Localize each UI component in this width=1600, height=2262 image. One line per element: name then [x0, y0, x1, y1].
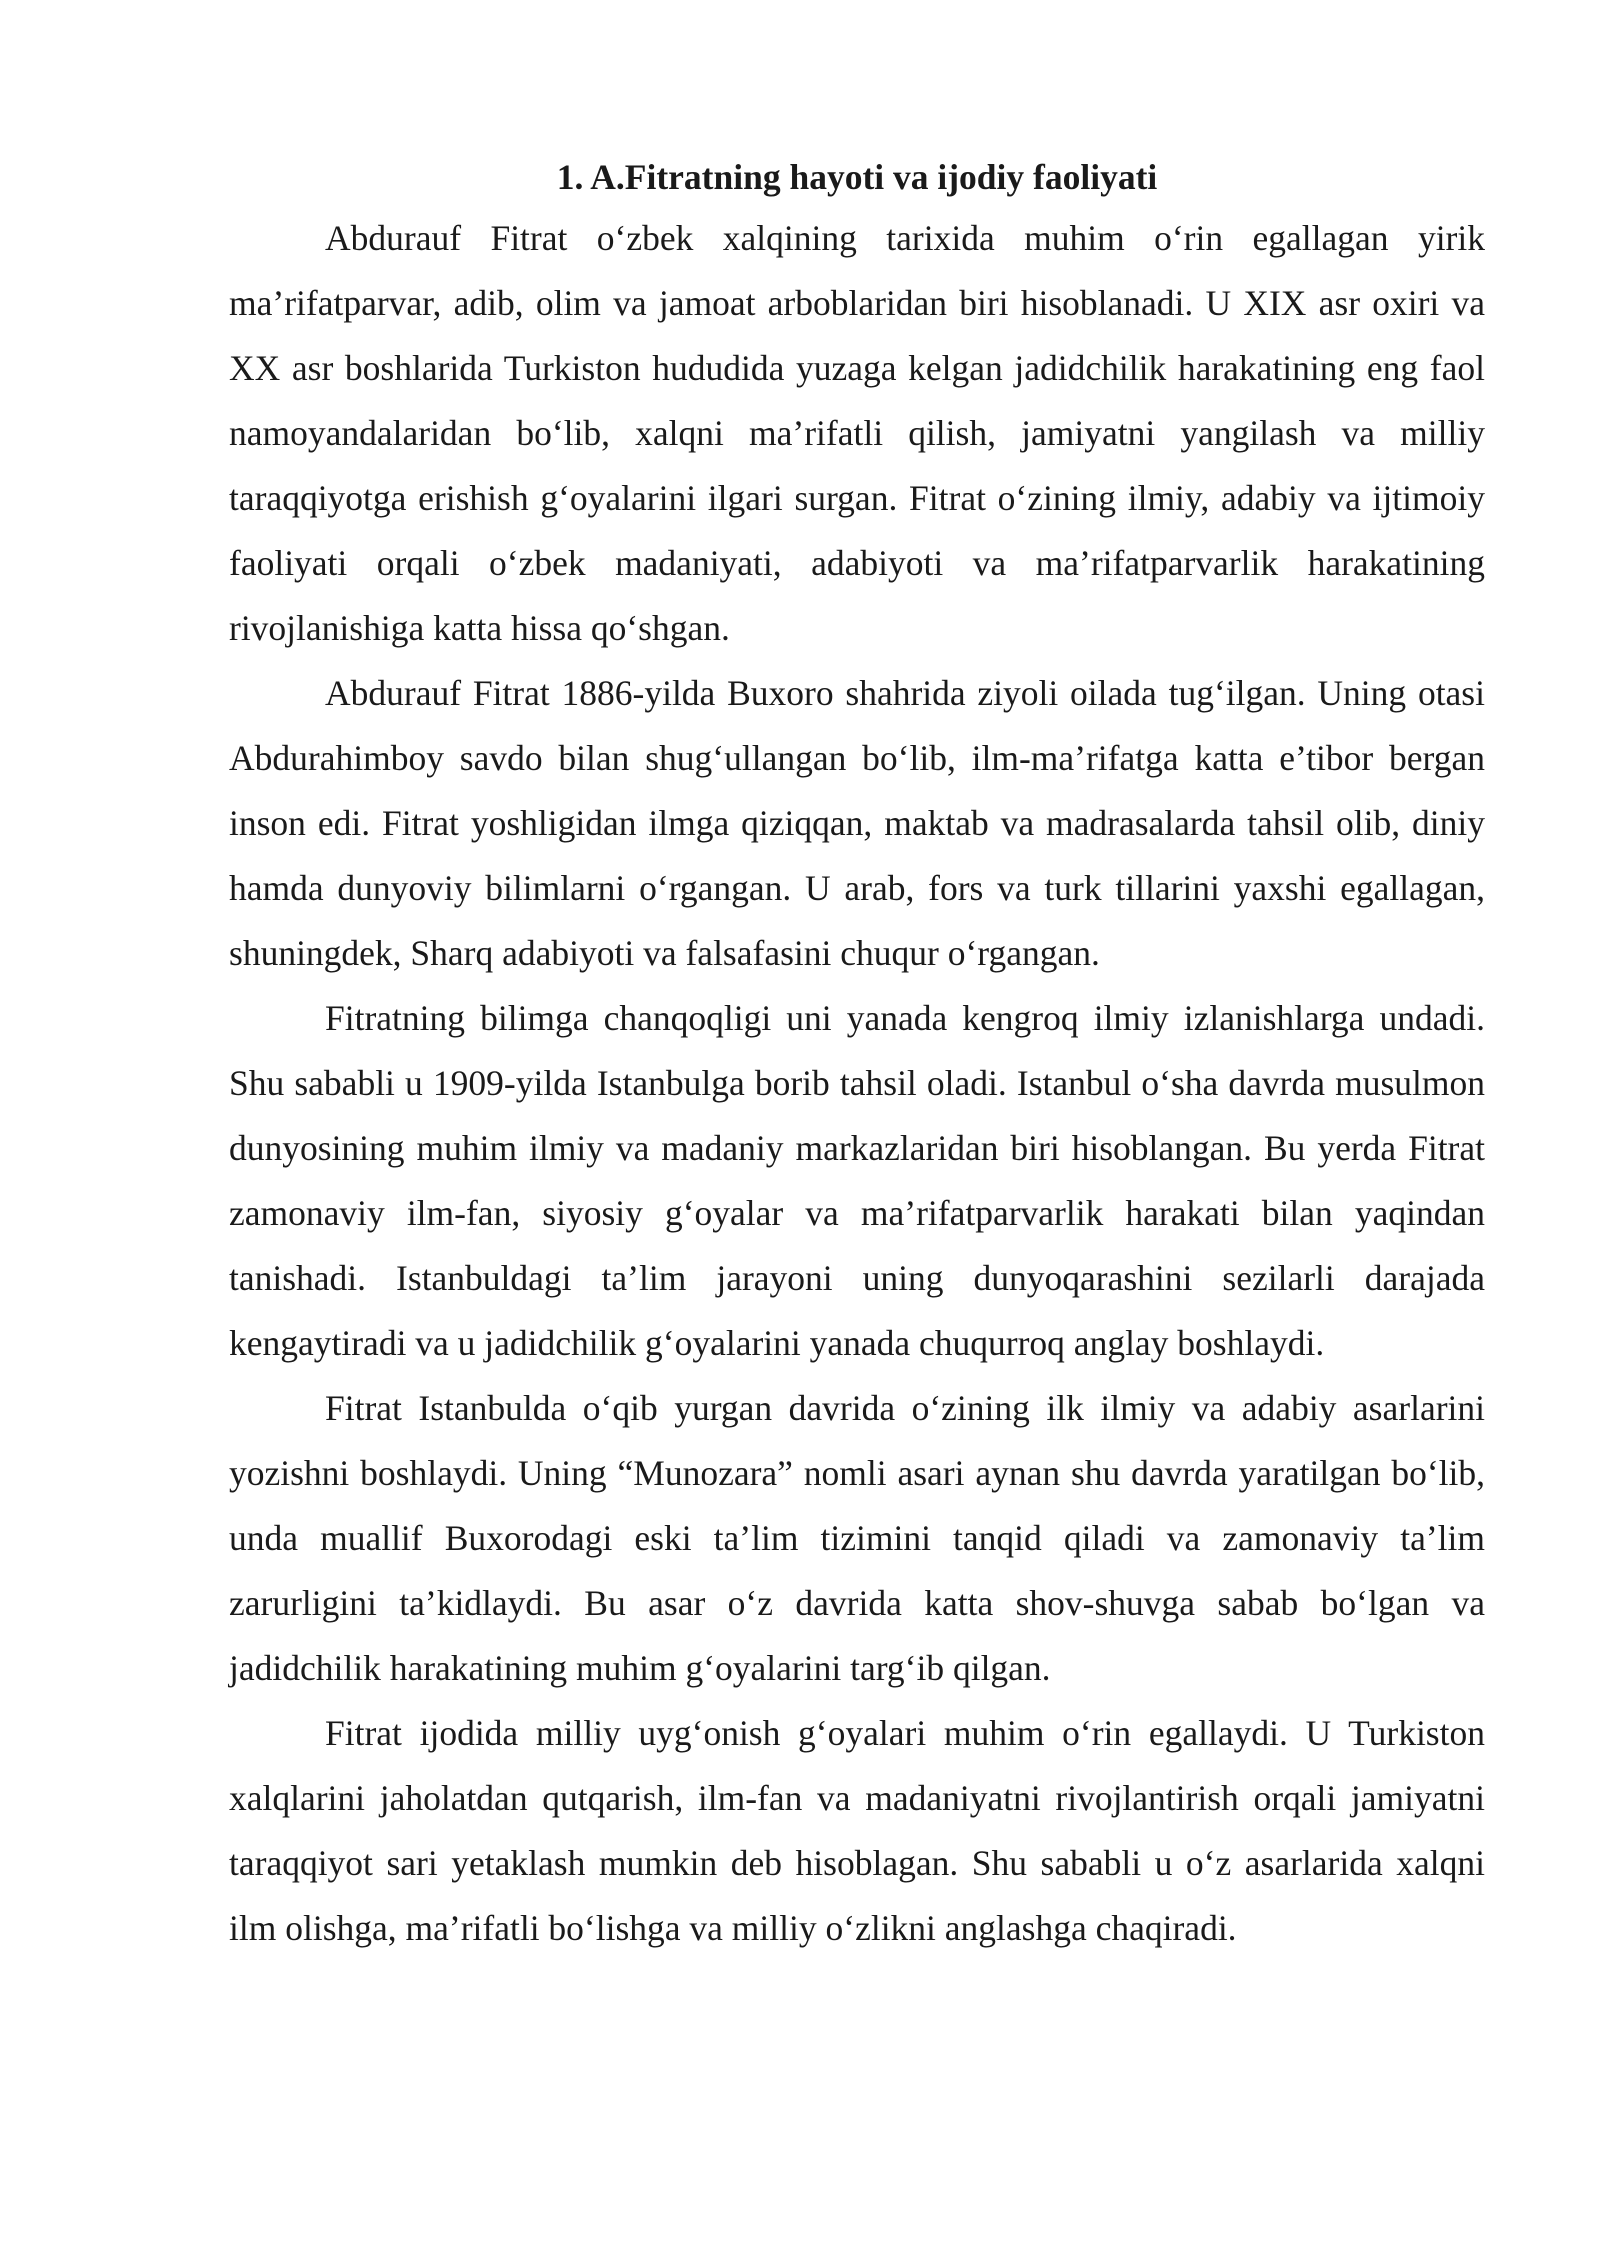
page-title: 1. A.Fitratning hayoti va ijodiy faoliyati — [556, 157, 1158, 197]
document-body — [229, 148, 1485, 1961]
paragraph-3: Fitratning bilimga chanqoqligi uni yanada kengroq ilmiy izlanishlarga undadi. Shu sababli u 1909-yilda Istanbulga borib tahsil oladi. Istanbul o‘sha davrda musulmon dunyosining muhim ilmiy va madaniy markazlaridan biri hisoblangan. Bu yerda Fitrat zamonaviy ilm-fan, siyosiy g‘oyalar va ma’rifatparvarlik harakati bilan yaqindan tanishadi. Istanbuldagi ta’lim jarayoni uning dunyoqarashini sezilarli darajada kengaytiradi va u jadidchilik g‘oyalarini yanada chuqurroq anglay boshlaydi. — [229, 998, 1485, 1363]
paragraph-4: Fitrat Istanbulda o‘qib yurgan davrida o‘zining ilk ilmiy va adabiy asarlarini yozishni boshlaydi. Uning “Munozara” nomli asari aynan shu davrda yaratilgan bo‘lib, unda muallif Buxorodagi eski ta’lim tizimini tanqid qiladi va zamonaviy ta’lim zarurligini ta’kidlaydi. Bu asar o‘z davrida katta shov-shuvga sabab bo‘lgan va jadidchilik harakatining muhim g‘oyalarini targ‘ib qilgan. — [229, 1388, 1485, 1688]
paragraph-2: Abdurauf Fitrat 1886-yilda Buxoro shahrida ziyoli oilada tug‘ilgan. Uning otasi Abdurahimboy savdo bilan shug‘ullangan bo‘lib, ilm-ma’rifatga katta e’tibor bergan inson edi. Fitrat yoshligidan ilmga qiziqqan, maktab va madrasalarda tahsil olib, diniy hamda dunyoviy bilimlarni o‘rgangan. U arab, fors va turk tillarini yaxshi egallagan, shuningdek, Sharq adabiyoti va falsafasini chuqur o‘rgangan. — [229, 673, 1485, 973]
paragraph-1: Abdurauf Fitrat o‘zbek xalqining tarixida muhim o‘rin egallagan yirik ma’rifatparvar, adib, olim va jamoat arboblaridan biri hisoblanadi. U XIX asr oxiri va XX asr boshlarida Turkiston hududida yuzaga kelgan jadidchilik harakatining eng faol namoyandalaridan bo‘lib, xalqni ma’rifatli qilish, jamiyatni yangilash va milliy taraqqiyotga erishish g‘oyalarini ilgari surgan. Fitrat o‘zining ilmiy, adabiy va ijtimoiy faoliyati orqali o‘zbek madaniyati, adabiyoti va ma’rifatparvarlik harakatining rivojlanishiga katta hissa qo‘shgan. — [229, 218, 1485, 648]
paragraph-5: Fitrat ijodida milliy uyg‘onish g‘oyalari muhim o‘rin egallaydi. U Turkiston xalqlarini jaholatdan qutqarish, ilm-fan va madaniyatni rivojlantirish orqali jamiyatni taraqqiyot sari yetaklash mumkin deb hisoblagan. Shu sababli u o‘z asarlarida xalqni ilm olishga, ma’rifatli bo‘lishga va milliy o‘zlikni anglashga chaqiradi. — [229, 1713, 1485, 1948]
